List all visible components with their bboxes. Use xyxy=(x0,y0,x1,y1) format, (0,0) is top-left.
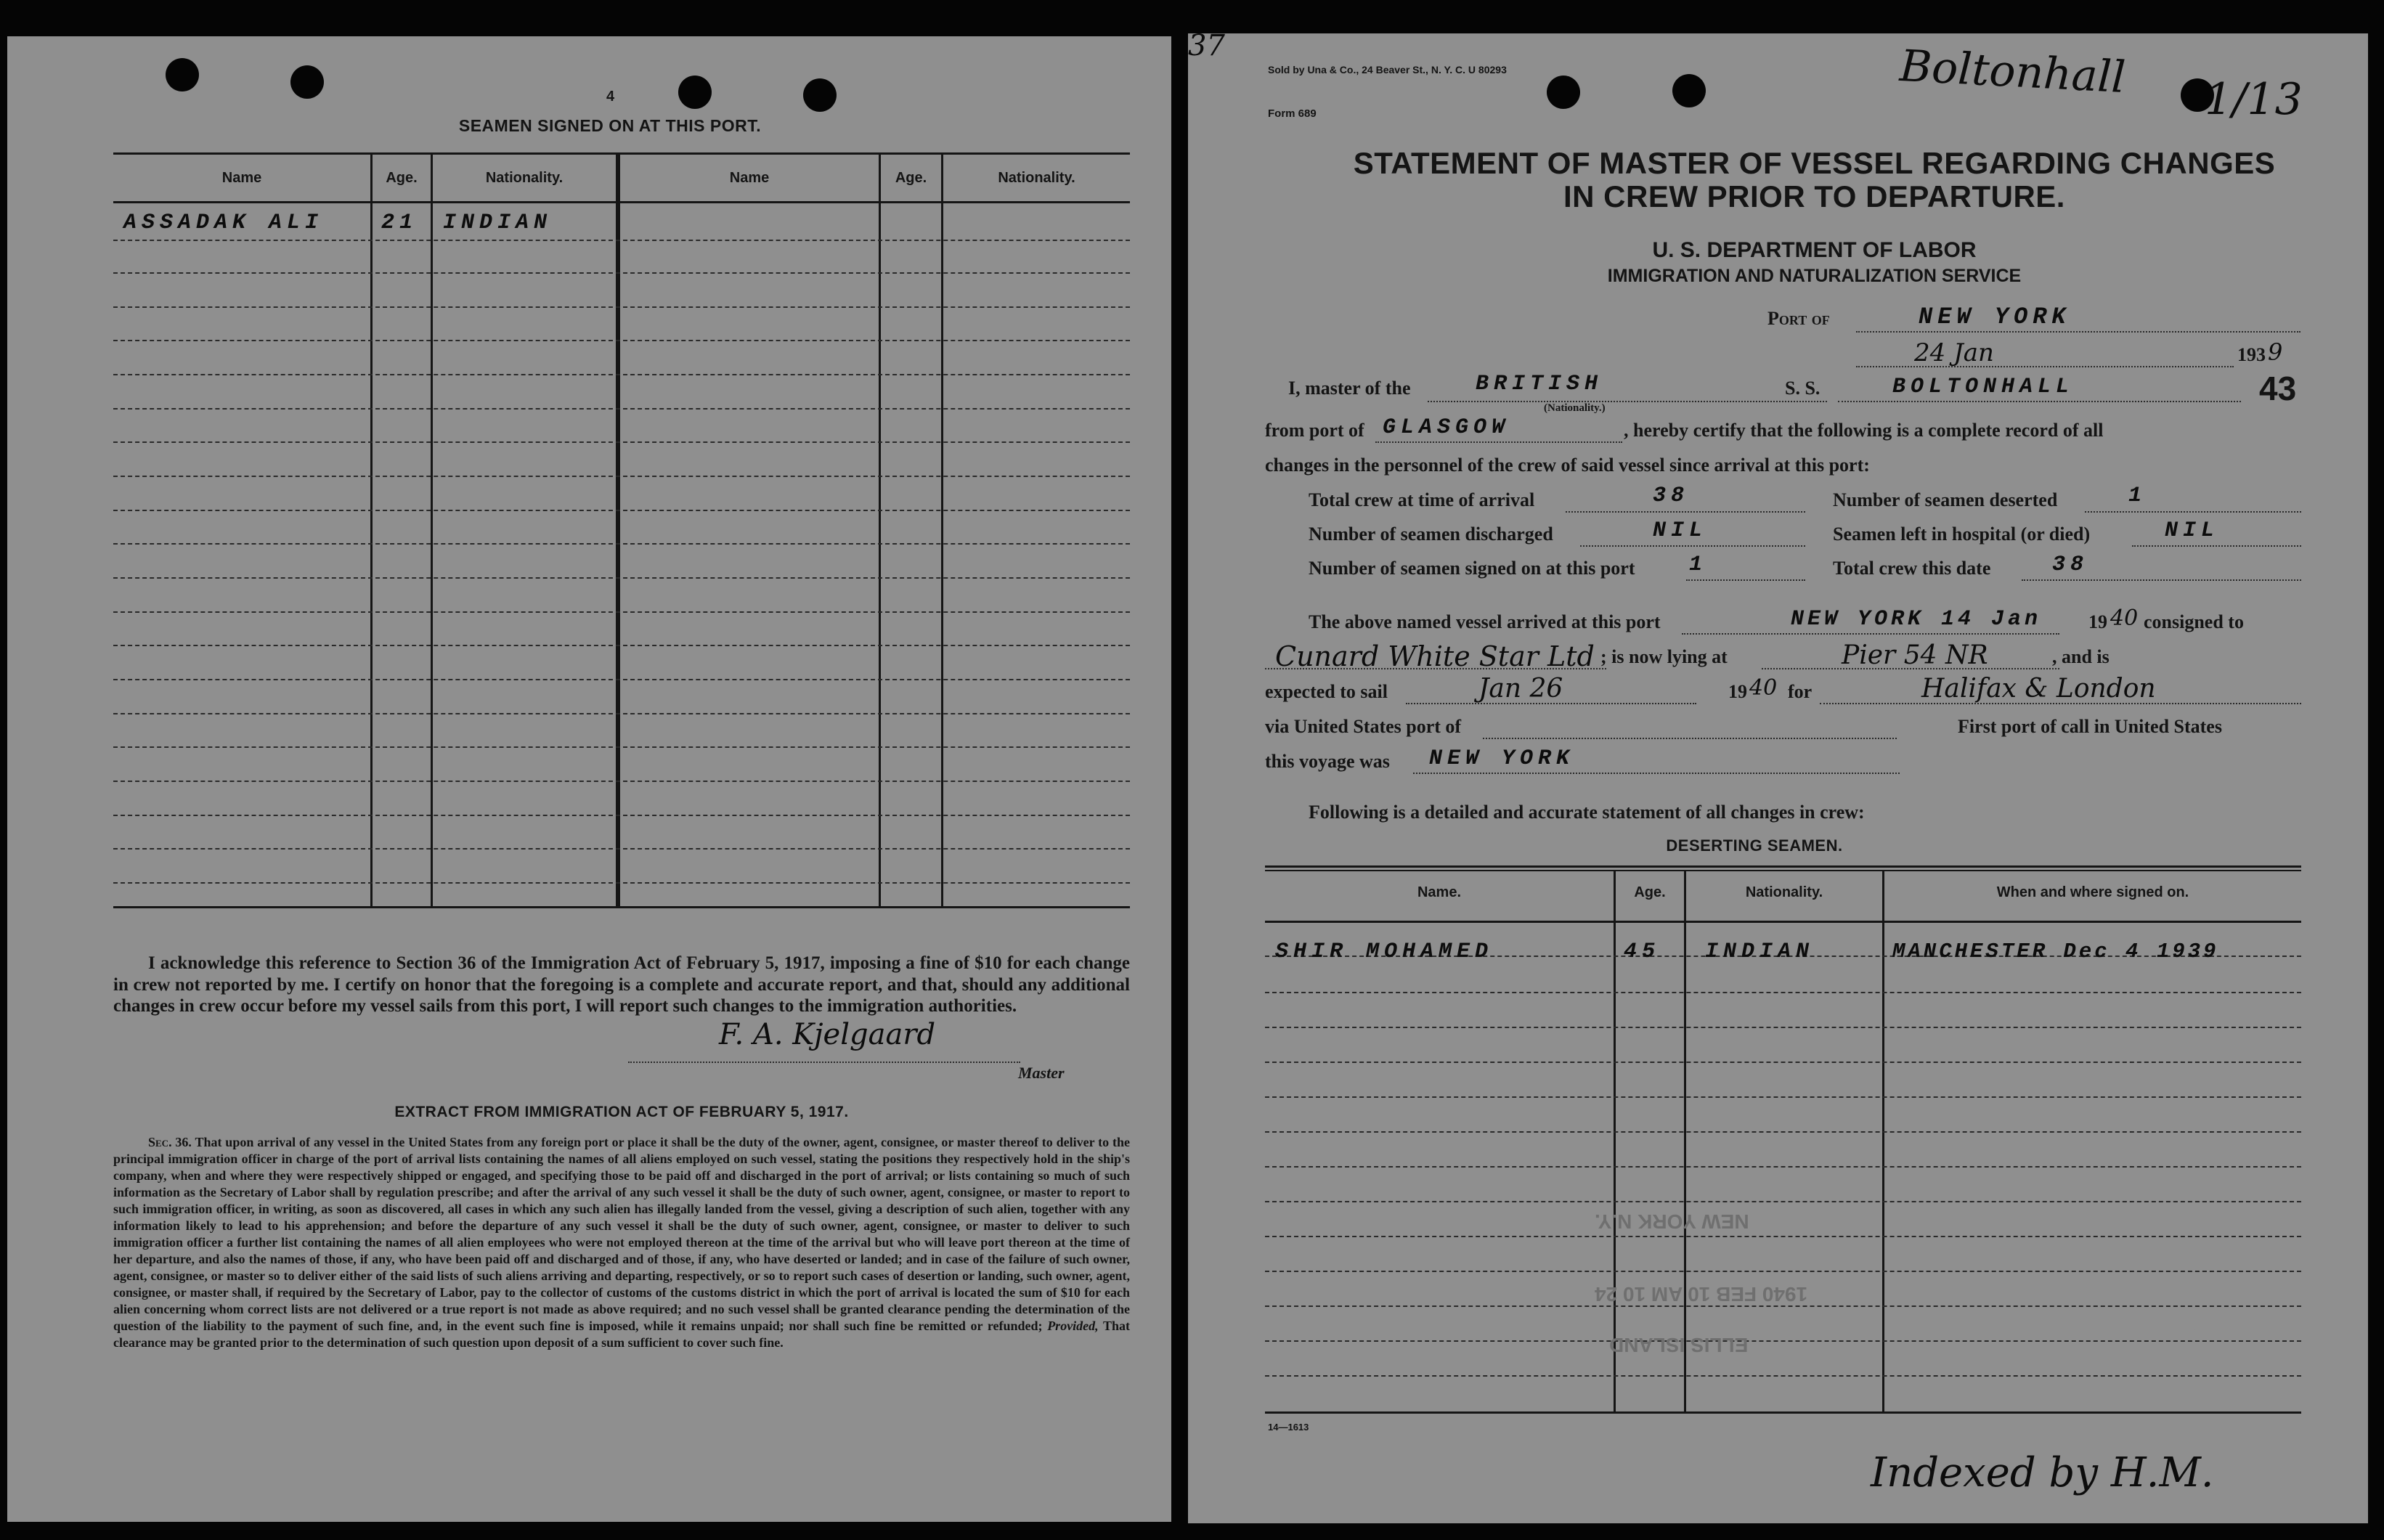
handwritten-sheet: 1/13 xyxy=(2205,74,2303,125)
department: U. S. DEPARTMENT OF LABOR xyxy=(1652,238,1977,262)
row-line xyxy=(113,441,1130,443)
stat-label: Number of seamen deserted xyxy=(1833,489,2058,510)
stat-value-total-date: 38 xyxy=(2052,553,2089,577)
row-line xyxy=(113,611,1130,613)
stat-label: Total crew at time of arrival xyxy=(1309,489,1535,510)
voyage-value: NEW YORK xyxy=(1429,746,1575,771)
column-rule xyxy=(431,152,433,908)
row-line xyxy=(113,272,1130,274)
signature-role: Master xyxy=(1018,1064,1065,1082)
and-is-label: , and is xyxy=(2052,646,2110,667)
arrived-year-written: 40 xyxy=(2110,606,2139,631)
via-line xyxy=(1483,738,1897,739)
table-rule xyxy=(1265,1411,2301,1414)
deserting-age-header: Age. xyxy=(1634,884,1666,900)
col-nationality-header: Nationality. xyxy=(998,170,1075,186)
form-title xyxy=(1261,147,2368,213)
stat-label: Total crew this date xyxy=(1833,558,1991,579)
table-rule xyxy=(113,152,1130,155)
row-line xyxy=(113,577,1130,579)
row-line xyxy=(1265,1236,2301,1237)
extract-text: That upon arrival of any vessel in the United States from any foreign port or place it shall be the duty of the owner, agent, consignee, or master thereof to deliver to the principal immigration officer in charge of the port of arrival lists containing the names of all aliens employed on such vessel, stating the positions they respectively hold in the ship's company, when and where they were respectively shipped or engaged, and specifying those to be paid off and discharged in the port of arrival; or lists containing so much of such information as the Secretary of Labor shall by regulation prescribe; and after the arrival of any such vessel it shall be the duty of such owner, agent, consignee, or master to report to such immigration officer, in writing, as soon as discovered, all cases in which any such alien has illegally landed from the vessel, giving a description of such alien, together with any information likely to lead to his apprehension; and before the departure of any such vessel it shall be the duty of such owner, agent, consignee, or master to deliver to such immigration officer a further list containing the names of all alien employees who were not employed thereon at the time of the arrival but who will leave port thereon at the time of her departure, and also the names of those, if any, who have been paid off and discharged and of those, if any, who have deserted or landed; and in case of the failure of such owner, agent, consignee, or master so to deliver either of the said lists of such aliens arriving and departing, respectively, or so to report such cases of desertion or landing, such owner, agent, consignee, or master shall, if required by the Secretary of Labor, pay to the collector of customs of the customs district in which the port of arrival is located the sum of $10 for each alien concerning whom correct lists are not delivered or a true report is not made as above required; and no such vessel shall be granted clearance pending the determination of the question of the liability to the payment of such fine, and, in the event such fine is imposed, while it remains unpaid; nor shall such fine be remitted or refunded; xyxy=(113,1135,1130,1334)
extract-title: EXTRACT FROM IMMIGRATION ACT OF FEBRUARY 5, 1917. xyxy=(394,1104,849,1120)
col-name-header: Name xyxy=(729,170,770,186)
stat-line xyxy=(1580,545,1805,547)
date-value: 24 Jan xyxy=(1914,338,1994,367)
row-line xyxy=(113,374,1130,375)
row-line xyxy=(113,882,1130,884)
deserter-name: SHIR MOHAMED xyxy=(1275,940,1494,964)
arrived-line xyxy=(1682,633,2059,635)
port-value: NEW YORK xyxy=(1919,303,2071,330)
consignee-value: Cunard White Star Ltd xyxy=(1275,640,1595,672)
for-label: for xyxy=(1788,681,1813,702)
corner-mark: 37 xyxy=(1188,33,1225,62)
indexed-note: Indexed by H.M. xyxy=(1871,1449,2214,1496)
row-line xyxy=(1265,1166,2301,1168)
form-title-line1: STATEMENT OF MASTER OF VESSEL REGARDING CHANGES xyxy=(1353,146,2276,180)
punch-hole xyxy=(1672,74,1706,107)
column-rule xyxy=(1614,870,1616,1411)
row-line xyxy=(113,848,1130,850)
col-nationality-header: Nationality. xyxy=(485,170,564,186)
ss-label: S. S. xyxy=(1785,378,1820,399)
expected-year-written: 40 xyxy=(1749,675,1778,701)
date-line xyxy=(1856,366,2234,367)
stat-label: Seamen left in hospital (or died) xyxy=(1833,523,2091,545)
expected-label: expected to sail xyxy=(1265,681,1388,702)
signed-on-name: ASSADAK ALI xyxy=(123,211,324,235)
table-rule xyxy=(1265,865,2301,868)
first-port-label: First port of call in United States xyxy=(1958,716,2222,737)
row-line xyxy=(1265,1027,2301,1028)
via-label: via United States port of xyxy=(1265,716,1462,737)
footer-code: 14—1613 xyxy=(1268,1422,1309,1433)
stat-line xyxy=(2085,511,2301,513)
punch-hole xyxy=(803,78,837,112)
col-age-header: Age. xyxy=(895,170,927,186)
row-line xyxy=(1265,1131,2301,1133)
stat-value-discharged: NIL xyxy=(1653,518,1708,543)
extract-proviso: Provided, xyxy=(1047,1319,1099,1334)
lying-value: Pier 54 NR xyxy=(1842,640,1988,670)
acknowledgment-text: I acknowledge this reference to Section 36 of the Immigration Act of February 5, 1917, imposing a fine of $10 for each change in crew not reported by me. I certify on honor that the foregoing is a complete and accurate report, and that, should any additional changes in crew occur before my vessel sails from this port, I will report such changes to the immigration authorities. xyxy=(113,953,1130,1016)
column-rule xyxy=(941,152,943,908)
row-line xyxy=(1265,1271,2301,1272)
col-name-header: Name xyxy=(221,170,262,186)
stat-value-hospital: NIL xyxy=(2165,518,2220,543)
page-number: 4 xyxy=(606,89,615,105)
form-title-line2: IN CREW PRIOR TO DEPARTURE. xyxy=(1563,179,2065,214)
extract-end: That clearance may be granted prior to the determination of such question upon deposit of a sum sufficient to cover such fine. xyxy=(113,1319,1131,1350)
punch-hole xyxy=(1547,76,1580,109)
row-line xyxy=(113,510,1130,511)
received-stamp-station: ELLIS ISLAND xyxy=(1609,1334,1749,1356)
deserter-nationality: INDIAN xyxy=(1705,940,1815,964)
deserting-signed-header: When and where signed on. xyxy=(1996,884,2189,900)
following-text: Following is a detailed and accurate statement of all changes in crew: xyxy=(1309,802,1865,823)
deserting-name-header: Name. xyxy=(1417,884,1462,900)
punch-hole xyxy=(290,65,324,99)
row-line xyxy=(113,713,1130,714)
column-rule xyxy=(1882,870,1884,1411)
table-rule xyxy=(113,906,1130,908)
stat-line xyxy=(2132,545,2301,547)
arrived-label: The above named vessel arrived at this port xyxy=(1309,611,1661,632)
extract-body xyxy=(113,1134,1130,1351)
nationality-value: BRITISH xyxy=(1476,372,1603,396)
extract-section: Sec. 36. xyxy=(148,1135,192,1149)
publisher-line: Sold by Una & Co., 24 Beaver St., N. Y. C. U 80293 xyxy=(1268,64,1507,76)
table-rule xyxy=(1265,870,2301,871)
destination-value: Halifax & London xyxy=(1921,674,2156,704)
expected-year-printed: 19 xyxy=(1728,681,1747,702)
stat-line xyxy=(1566,511,1805,513)
stat-line xyxy=(2022,579,2301,581)
consigned-label: consigned to xyxy=(2144,611,2244,632)
column-divider xyxy=(616,152,620,908)
blank xyxy=(2176,1297,2209,1330)
row-line xyxy=(1265,1340,2301,1342)
row-line xyxy=(113,240,1130,241)
row-line xyxy=(113,781,1130,782)
voyage-line xyxy=(1413,773,1900,774)
row-line xyxy=(1265,1096,2301,1098)
deserting-nationality-header: Nationality. xyxy=(1745,884,1823,900)
received-stamp-date: 1940 FEB 10 AM 10 24 xyxy=(1595,1283,1808,1305)
arrived-value: NEW YORK 14 Jan xyxy=(1791,607,2042,632)
row-line xyxy=(113,476,1130,477)
row-line xyxy=(1265,1375,2301,1377)
expected-value: Jan 26 xyxy=(1478,674,1563,704)
year-printed: 193 xyxy=(2237,344,2266,365)
port-label: Port of xyxy=(1767,308,1830,329)
arrived-year-printed: 19 xyxy=(2088,611,2107,632)
section-title: SEAMEN SIGNED ON AT THIS PORT. xyxy=(458,116,762,135)
col-age-header: Age. xyxy=(386,170,418,186)
deserter-signed-on: MANCHESTER Dec 4 1939 xyxy=(1892,940,2219,963)
ship-value: BOLTONHALL xyxy=(1892,375,2075,399)
certify-text: , hereby certify that the following is a complete record of all xyxy=(1624,420,2104,441)
punch-hole xyxy=(166,58,199,91)
punch-hole xyxy=(678,76,712,109)
table-rule xyxy=(113,201,1130,203)
signature-line xyxy=(628,1062,1020,1063)
stat-line xyxy=(1686,579,1805,581)
column-rule xyxy=(370,152,373,908)
row-line xyxy=(113,543,1130,545)
handwritten-vessel: Boltonhall xyxy=(1898,40,2127,104)
form-number: Form 689 xyxy=(1268,107,1317,120)
row-line xyxy=(113,340,1130,341)
signed-on-nationality: INDIAN xyxy=(443,211,553,235)
year-written: 9 xyxy=(2268,338,2283,366)
row-line xyxy=(113,815,1130,816)
ship-line xyxy=(1838,401,2241,402)
right-page xyxy=(1188,33,2368,1523)
service: IMMIGRATION AND NATURALIZATION SERVICE xyxy=(1607,266,2022,286)
stat-value-total-arrival: 38 xyxy=(1653,484,1690,508)
from-port-value: GLASGOW xyxy=(1383,415,1510,440)
row-line xyxy=(113,679,1130,680)
voyage-label: this voyage was xyxy=(1265,751,1390,772)
from-port-label: from port of xyxy=(1265,420,1364,441)
row-line xyxy=(1265,992,2301,993)
row-line xyxy=(1265,1201,2301,1202)
stamp-number: 43 xyxy=(2259,370,2297,407)
column-rule xyxy=(1684,870,1686,1411)
left-page xyxy=(7,36,1171,1522)
table-rule xyxy=(1265,921,2301,923)
master-signature: F. A. Kjelgaard xyxy=(719,1018,936,1051)
row-line xyxy=(113,408,1130,410)
master-label: I, master of the xyxy=(1288,378,1411,399)
lying-label: ; is now lying at xyxy=(1600,646,1728,667)
row-line xyxy=(1265,1062,2301,1063)
stat-label: Number of seamen discharged xyxy=(1309,523,1553,545)
deserter-age: 45 xyxy=(1624,940,1661,964)
nationality-caption: (Nationality.) xyxy=(1544,402,1606,414)
column-rule xyxy=(879,152,881,908)
changes-text: changes in the personnel of the crew of said vessel since arrival at this port: xyxy=(1265,455,1870,476)
stat-label: Number of seamen signed on at this port xyxy=(1309,558,1635,579)
stat-value-deserted: 1 xyxy=(2128,484,2147,508)
row-line xyxy=(113,746,1130,748)
stat-value-signed-on: 1 xyxy=(1689,553,1708,577)
signed-on-age: 21 xyxy=(381,211,418,235)
row-line xyxy=(113,306,1130,308)
from-port-line xyxy=(1375,441,1622,443)
port-line xyxy=(1856,331,2300,333)
row-line xyxy=(1265,1305,2301,1307)
row-line xyxy=(113,645,1130,646)
received-stamp-city: NEW YORK N.Y. xyxy=(1595,1210,1749,1233)
deserting-title: DESERTING SEAMEN. xyxy=(1666,836,1843,855)
nationality-line xyxy=(1428,401,1827,402)
